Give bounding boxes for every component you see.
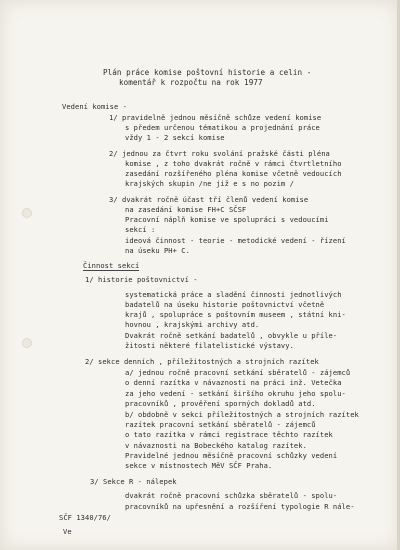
text-line: 2/ jednou za čtvrt roku svolání pražské části pléna [109,149,330,158]
text-line: na zasedání komise FH+C SČSF [125,205,247,214]
text-line: a/ jednou ročně pracovní setkání sběratelů - zájemců [125,368,351,377]
text-line: o denní razítka v návaznosti na práci inž. Vetečka [125,378,342,387]
text-line: dvakrát ročně pracovní schůzka sběratelů - spolu- [125,491,338,500]
text-line: systematická práce a sladění činnosti jednotlivých [125,290,342,299]
section-heading: Činnost sekcí [83,261,140,270]
text-line: o tato razítka v rámci registrace těchto razítek [125,430,333,439]
text-line: sekce v místnostech MěV SČF Praha. [125,461,273,470]
section-heading: Vedení komise - [62,102,127,111]
text-line: 3/ Sekce R - nálepek [90,477,177,486]
text-line: na úseku PH+ C. [125,246,190,255]
text-line: razítek pracovní setkání sběratelů - zájemců [125,420,316,429]
text-line: 1/ pravidelně jednou měsíčně schůze vedení komise [109,113,322,122]
document-title-line-2: komentář k rozpočtu na rok 1977 [119,78,263,87]
text-line: pracovníků na upřesnění a rozšíření typologie R nále- [125,502,355,511]
text-line: 3/ dvakrát ročně účast tří členů vedení komise [109,195,309,204]
text-line: hovnou , krajskými archivy atd. [125,320,260,329]
document-title-line-1: Plán práce komise poštovní historie a celin - [103,68,312,77]
text-line: v návaznosti na Bobeckého katalog razítek. [125,441,307,450]
text-line: Pracovní náplň komise ve spolupráci s vedoucími [125,215,329,224]
text-line: 1/ historie poštovnictví - [85,275,198,284]
text-line: zasedání rozšířeného pléna komise včetně vedoucích [125,169,342,178]
text-line: žitosti některé filatelistické výstavy. [125,341,294,350]
text-line: za jeho vedení - setkání širšího okruhu jeho spolu- [125,389,346,398]
text-line: badatelů na úseku historie poštovnictví včetně [125,300,325,309]
text-line: ideová činnost - teorie - metodické vedení - řízení [125,236,346,245]
reference-suffix: Ve [63,527,72,536]
text-line: b/ obdobně v sekci příležitostných a strojních razítek [125,410,359,419]
text-line: krajů , spolupráce s poštovním museem , státní kni- [125,310,346,319]
text-line: vždy 1 - 2 sekcí komise [125,133,225,142]
text-line: pracovníků , prověření sporných dokladů atd. [125,399,316,408]
text-line: komise , z toho dvakrát ročně v rámci čtvrtletního [125,159,342,168]
text-line: sekcí : [125,225,156,234]
reference-number: SČF 1340/76/ [59,513,111,522]
text-line: 2/ sekce denních , příležitostných a strojních razítek [85,357,319,366]
punch-hole [22,208,32,218]
text-line: s předem určenou tématikou a projednání práce [125,123,320,132]
punch-hole [22,338,32,348]
text-line: Dvakrát ročně setkání badatelů , obvykle u příle- [125,331,338,340]
text-line: Pravidelné jednou měsíčně pracovní schůzky vedení [125,451,338,460]
text-line: krajských skupin /ne již e s no pozim / [125,179,294,188]
